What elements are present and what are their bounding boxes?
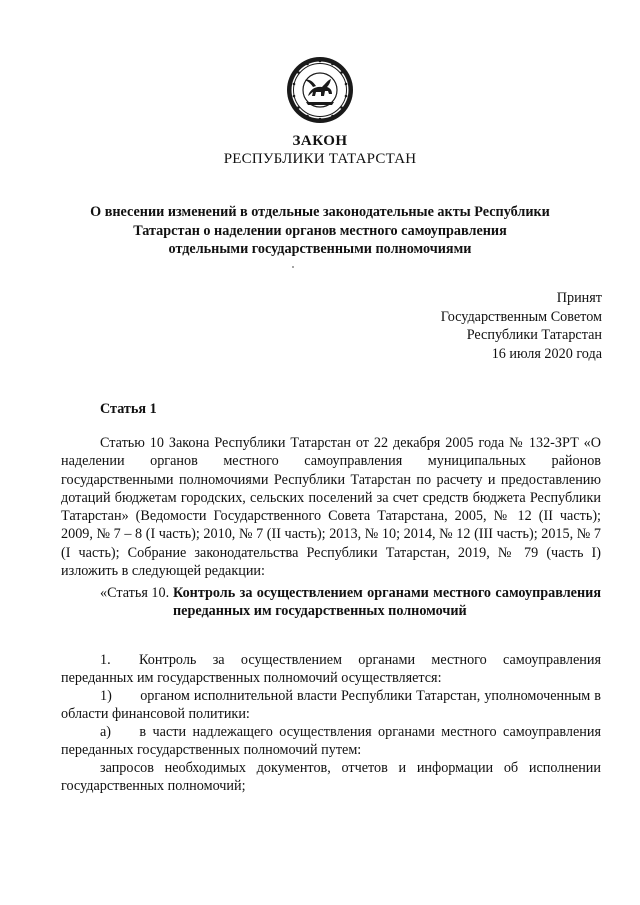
subject-line: отдельными государственными полномочиями: [168, 241, 472, 257]
scan-speck: [292, 266, 294, 268]
adopted-line: Принят: [556, 290, 602, 306]
article-1-paragraph: Статью 10 Закона Республики Татарстан от 22 декабря 2005 года № 132-ЗРТ «О наделении органов местного самоуправления муниципальных районов государственными полномочиями Республики Татарстан по расчету и предоставлению дотаций бюджетам городских, сельских поселений за счет средств бюджета Республики Татарстан» (Ведомости Государственного Совета Татарстана, 2005, № 12 (II часть); 2009, № 7 – 8 (I часть); 2010, № 7 (II часть); 2013, № 10; 2014, № 12 (III часть); 2015, № 7 (I часть); Собрание законодательства Республики Татарстан, 2019, № 79 (часть I) изложить в следующей редакции:: [61, 435, 601, 580]
law-subject-title: [60, 203, 580, 259]
item-1-paragraph: 1. Контроль за осуществлением органами местного самоуправления переданных им государственных полномочий осуществляется:: [61, 652, 601, 687]
law-heading: ЗАКОН: [292, 133, 348, 149]
subitem-a-paragraph: а) в части надлежащего осуществления органами местного самоуправления переданных государственных полномочий путем:: [61, 724, 601, 759]
article-10-number: «Статья 10.: [100, 585, 170, 601]
adopted-line: Государственным Советом: [440, 308, 602, 325]
adopted-line: Республики Татарстан: [466, 327, 602, 343]
adoption-block: [441, 289, 602, 363]
subject-line: Татарстан о наделении органов местного самоуправления: [133, 222, 507, 239]
article-10-title: Контроль за осуществлением органами местного самоуправления переданных им государственных полномочий: [173, 585, 601, 620]
requests-paragraph: запросов необходимых документов, отчетов и информации об исполнении государственных полномочий;: [61, 760, 601, 795]
tatarstan-coat-of-arms-icon: [286, 56, 354, 124]
subject-line: О внесении изменений в отдельные законодательные акты Республики: [90, 204, 550, 220]
adoption-date: 16 июля 2020 года: [491, 345, 602, 362]
republic-heading: РЕСПУБЛИКИ ТАТАРСТАН: [223, 151, 417, 167]
article-1-heading: Статья 1: [100, 401, 157, 417]
subitem-1-paragraph: 1) органом исполнительной власти Республики Татарстан, уполномоченным в области финансовой политики:: [61, 688, 601, 723]
